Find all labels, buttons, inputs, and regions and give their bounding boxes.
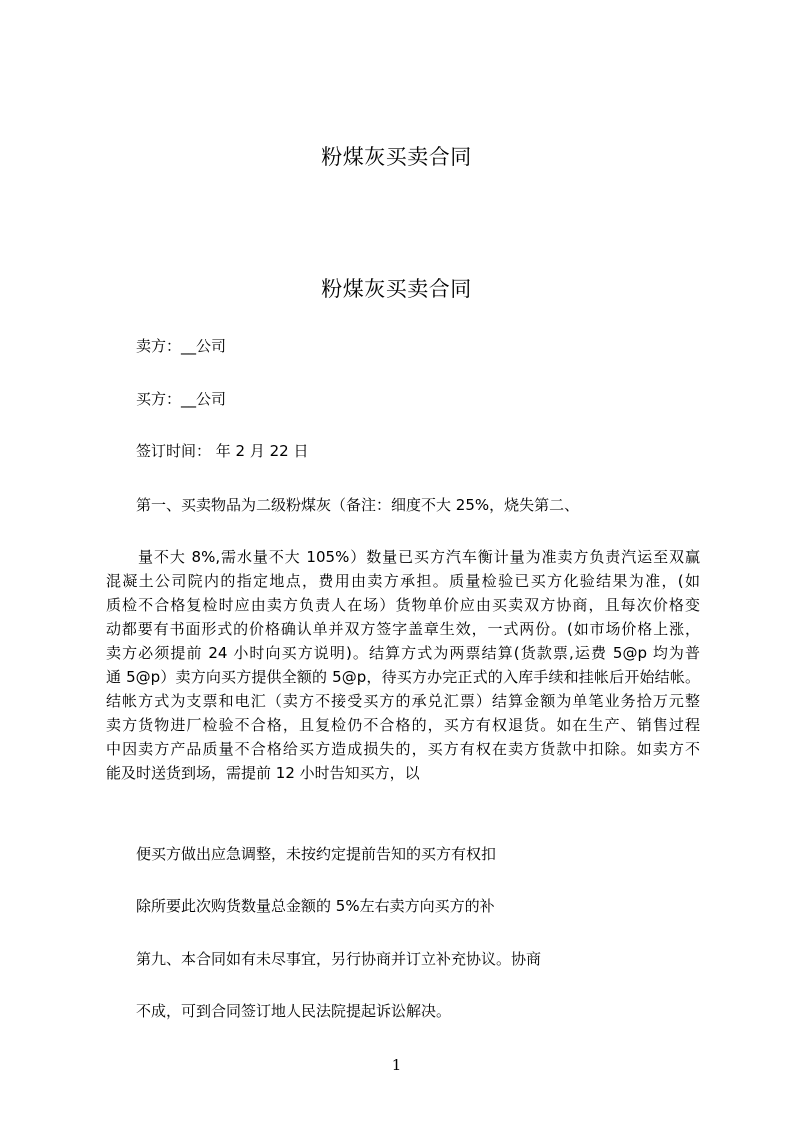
body-line: 量不大 8%,需水量不大 105%）数量已买方汽车衡计量为准卖方负责汽运至双赢 [138,548,700,566]
body-line: 通 5@p）卖方向买方提供全额的 5@p，待买方办完正式的入库手续和挂帐后开始结帐。 [106,668,700,686]
body-line: 动都要有书面形式的价格确认单并双方签字盖章生效，一式两份。(如市场价格上涨， [106,620,700,638]
seller-line: 卖方：__公司 [136,337,227,355]
body-line: 质检不合格复检时应由卖方负责人在场）货物单价应由买卖双方协商，且每次价格变 [106,596,700,614]
header-title: 粉煤灰买卖合同 [321,145,472,169]
document-title: 粉煤灰买卖合同 [321,277,472,301]
body-line: 卖方必须提前 24 小时向买方说明)。结算方式为两票结算(货款票,运费 5@p 均为普 [106,644,700,662]
article-1: 第一、买卖物品为二级粉煤灰（备注：细度不大 25%，烧失第二、 [136,496,580,514]
body-line: 结帐方式为支票和电汇（卖方不接受买方的承兑汇票）结算金额为单笔业务拾万元整 [106,692,700,710]
page-number: 1 [391,1056,402,1074]
continuation-line-2: 除所要此次购货数量总金额的 5%左右卖方向买方的补 [136,897,495,915]
article-9-continued: 不成，可到合同签订地人民法院提起诉讼解决。 [136,1002,452,1020]
body-line: 能及时送货到场，需提前 12 小时告知买方，以 [106,764,420,782]
body-paragraph [106,545,700,785]
continuation-line-1: 便买方做出应急调整，未按约定提前告知的买方有权扣 [136,845,497,863]
body-line: 卖方货物进厂检验不合格，且复检仍不合格的，买方有权退货。如在生产、销售过程 [106,716,700,734]
body-line: 中因卖方产品质量不合格给买方造成损失的，买方有权在卖方货款中扣除。如卖方不 [106,740,700,758]
article-9: 第九、本合同如有未尽事宜，另行协商并订立补充协议。协商 [136,950,542,968]
buyer-line: 买方：__公司 [136,390,227,408]
sign-date-line: 签订时间： 年 2 月 22 日 [136,442,309,460]
body-line: 混凝土公司院内的指定地点，费用由卖方承担。质量检验已买方化验结果为准，(如 [106,572,700,590]
